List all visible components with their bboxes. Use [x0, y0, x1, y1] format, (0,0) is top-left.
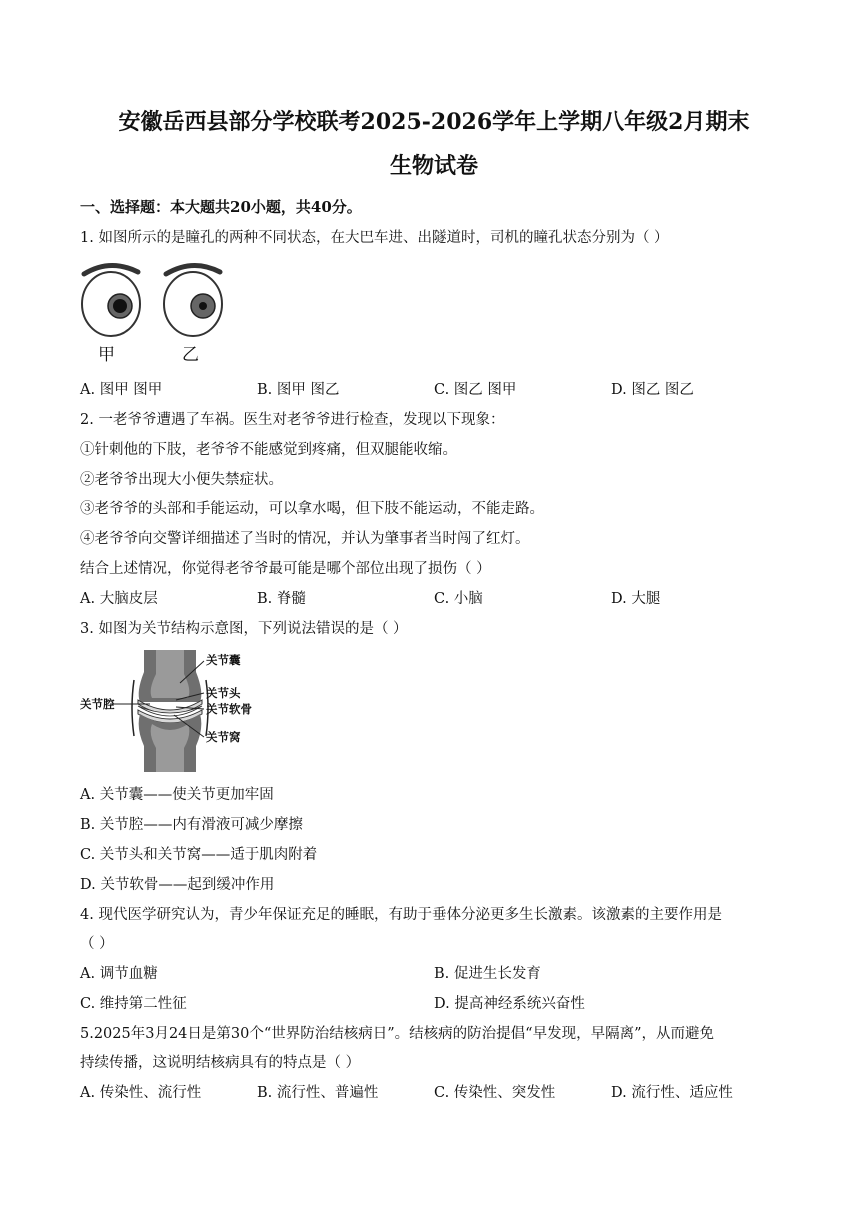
q4-option-c[interactable]: C. 维持第二性征: [80, 996, 187, 1012]
q5-option-d[interactable]: D. 流行性、适应性: [611, 1085, 733, 1101]
q2-option-d[interactable]: D. 大腿: [611, 591, 661, 607]
joint-label-cartilage: 关节软骨: [206, 702, 252, 716]
section-heading: 一、选择题：本大题共20小题，共40分。: [80, 198, 362, 216]
q5-option-a[interactable]: A. 传染性、流行性: [80, 1085, 202, 1101]
q3-stem: 3. 如图为关节结构示意图，下列说法错误的是（ ）: [80, 621, 408, 637]
q3-option-a[interactable]: A. 关节囊——使关节更加牢固: [80, 787, 274, 803]
joint-label-cavity: 关节腔: [80, 697, 115, 711]
q5-option-c[interactable]: C. 传染性、突发性: [434, 1085, 556, 1101]
q3-option-b[interactable]: B. 关节腔——内有滑液可减少摩擦: [80, 817, 303, 833]
figure-label-yi: 乙: [182, 345, 199, 365]
q1-stem: 1. 如图所示的是瞳孔的两种不同状态，在大巴车进、出隧道时，司机的瞳孔状态分别为（ ）: [80, 230, 669, 246]
q2-stem: 2. 一老爷爷遭遇了车祸。医生对老爷爷进行检查，发现以下现象：: [80, 412, 505, 428]
q4-stem-cont: （ ）: [80, 936, 114, 952]
q4-option-d[interactable]: D. 提高神经系统兴奋性: [434, 996, 585, 1012]
q2-item-1: ①针刺他的下肢，老爷爷不能感觉到疼痛，但双腿能收缩。: [80, 442, 457, 458]
q1-option-a[interactable]: A. 图甲 图甲: [80, 382, 163, 398]
q2-item-2: ②老爷爷出现大小便失禁症状。: [80, 472, 283, 488]
q5-stem-cont: 持续传播，这说明结核病具有的特点是（ ）: [80, 1055, 361, 1071]
figure-label-jia: 甲: [98, 345, 115, 365]
q2-option-a[interactable]: A. 大脑皮层: [80, 591, 158, 607]
q1-option-b[interactable]: B. 图甲 图乙: [257, 382, 340, 398]
q5-stem: 5.2025年3月24日是第30个“世界防治结核病日”。结核病的防治提倡“早发现，早隔离”，从而避免: [80, 1026, 715, 1042]
joint-label-head: 关节头: [206, 686, 241, 700]
q3-option-d[interactable]: D. 关节软骨——起到缓冲作用: [80, 877, 275, 893]
q2-item-3: ③老爷爷的头部和手能运动，可以拿水喝，但下肢不能运动，不能走路。: [80, 501, 544, 517]
exam-title: 安徽岳西县部分学校联考2025-2026学年上学期八年级2月期末: [118, 109, 750, 135]
q1-option-d[interactable]: D. 图乙 图乙: [611, 382, 694, 398]
q4-option-a[interactable]: A. 调节血糖: [80, 966, 158, 982]
q2-item-4: ④老爷爷向交警详细描述了当时的情况，并认为肇事者当时闯了红灯。: [80, 531, 530, 547]
q3-option-c[interactable]: C. 关节头和关节窝——适于肌肉附着: [80, 847, 318, 863]
q4-option-b[interactable]: B. 促进生长发育: [434, 966, 541, 982]
joint-label-capsule: 关节囊: [206, 653, 241, 667]
joint-label-socket: 关节窝: [206, 730, 241, 744]
q2-option-c[interactable]: C. 小脑: [434, 591, 483, 607]
q2-option-b[interactable]: B. 脊髓: [257, 591, 306, 607]
q4-stem: 4. 现代医学研究认为，青少年保证充足的睡眠，有助于垂体分泌更多生长激素。该激素的主要作用是: [80, 907, 722, 923]
q2-question: 结合上述情况，你觉得老爷爷最可能是哪个部位出现了损伤（ ）: [80, 561, 491, 577]
q5-option-b[interactable]: B. 流行性、普遍性: [257, 1085, 379, 1101]
q1-option-c[interactable]: C. 图乙 图甲: [434, 382, 517, 398]
exam-subtitle: 生物试卷: [389, 153, 478, 179]
joint-leader-lines: [110, 655, 210, 745]
